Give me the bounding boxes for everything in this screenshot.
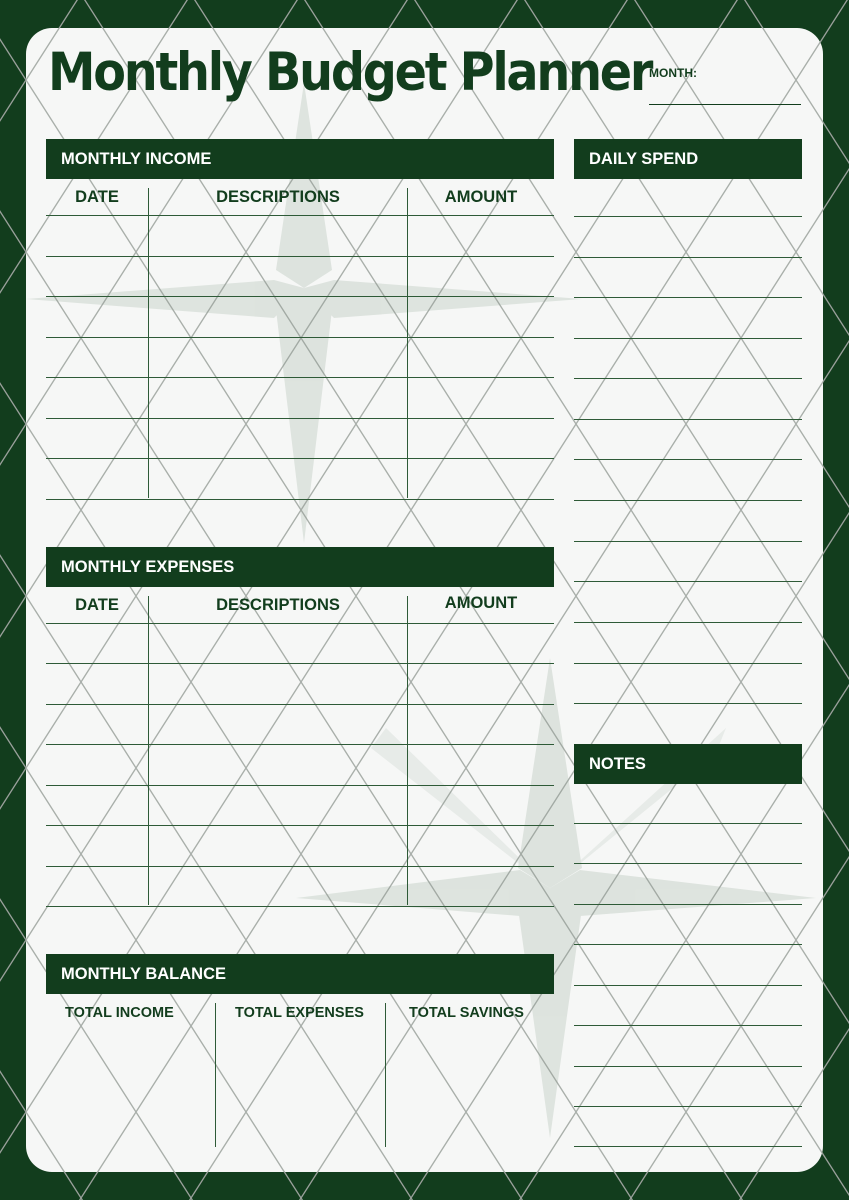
expenses-date-header: DATE <box>75 596 119 614</box>
balance-column-divider <box>215 1003 216 1147</box>
total-savings-label: TOTAL SAVINGS <box>409 1005 524 1021</box>
expenses-row-line[interactable] <box>46 785 554 786</box>
income-amount-header: AMOUNT <box>444 188 518 206</box>
expenses-column-divider <box>148 596 149 905</box>
daily-spend-line[interactable] <box>574 581 802 582</box>
daily-spend-line[interactable] <box>574 257 802 258</box>
income-row-line[interactable] <box>46 458 554 459</box>
expenses-row-line[interactable] <box>46 623 554 624</box>
expenses-column-divider <box>407 596 408 905</box>
planner-sheet <box>26 28 823 1172</box>
daily-spend-line[interactable] <box>574 622 802 623</box>
income-row-line[interactable] <box>46 499 554 500</box>
income-row-line[interactable] <box>46 256 554 257</box>
expenses-row-line[interactable] <box>46 866 554 867</box>
daily-spend-line[interactable] <box>574 216 802 217</box>
notes-line[interactable] <box>574 904 802 905</box>
expenses-amount-header: AMOUNT <box>444 594 518 612</box>
expenses-row-line[interactable] <box>46 825 554 826</box>
notes-line[interactable] <box>574 1106 802 1107</box>
daily-spend-line[interactable] <box>574 378 802 379</box>
notes-line[interactable] <box>574 1146 802 1147</box>
daily-spend-line[interactable] <box>574 663 802 664</box>
income-row-line[interactable] <box>46 337 554 338</box>
page-title: Monthly Budget Planner <box>48 42 652 103</box>
notes-line[interactable] <box>574 863 802 864</box>
month-label: MONTH: <box>649 66 697 80</box>
daily-spend-line[interactable] <box>574 297 802 298</box>
daily-spend-header: DAILY SPEND <box>574 139 802 179</box>
income-column-divider <box>148 188 149 498</box>
expenses-row-line[interactable] <box>46 744 554 745</box>
daily-spend-line[interactable] <box>574 541 802 542</box>
income-row-line[interactable] <box>46 418 554 419</box>
expenses-row-line[interactable] <box>46 906 554 907</box>
expenses-section-header: MONTHLY EXPENSES <box>46 547 554 587</box>
daily-spend-line[interactable] <box>574 500 802 501</box>
total-expenses-label: TOTAL EXPENSES <box>235 1005 364 1021</box>
income-row-line[interactable] <box>46 377 554 378</box>
balance-section-header: MONTHLY BALANCE <box>46 954 554 994</box>
income-row-line[interactable] <box>46 215 554 216</box>
notes-line[interactable] <box>574 985 802 986</box>
income-date-header: DATE <box>75 188 119 206</box>
income-column-divider <box>407 188 408 498</box>
income-section-header: MONTHLY INCOME <box>46 139 554 179</box>
notes-line[interactable] <box>574 944 802 945</box>
expenses-row-line[interactable] <box>46 704 554 705</box>
income-descriptions-header: DESCRIPTIONS <box>216 188 340 206</box>
notes-line[interactable] <box>574 823 802 824</box>
daily-spend-line[interactable] <box>574 703 802 704</box>
notes-line[interactable] <box>574 1025 802 1026</box>
notes-line[interactable] <box>574 1066 802 1067</box>
daily-spend-line[interactable] <box>574 419 802 420</box>
daily-spend-line[interactable] <box>574 459 802 460</box>
month-input-line[interactable] <box>649 104 801 105</box>
expenses-descriptions-header: DESCRIPTIONS <box>216 596 340 614</box>
daily-spend-line[interactable] <box>574 338 802 339</box>
balance-column-divider <box>385 1003 386 1147</box>
expenses-row-line[interactable] <box>46 663 554 664</box>
income-row-line[interactable] <box>46 296 554 297</box>
notes-header: NOTES <box>574 744 802 784</box>
total-income-label: TOTAL INCOME <box>65 1005 174 1021</box>
